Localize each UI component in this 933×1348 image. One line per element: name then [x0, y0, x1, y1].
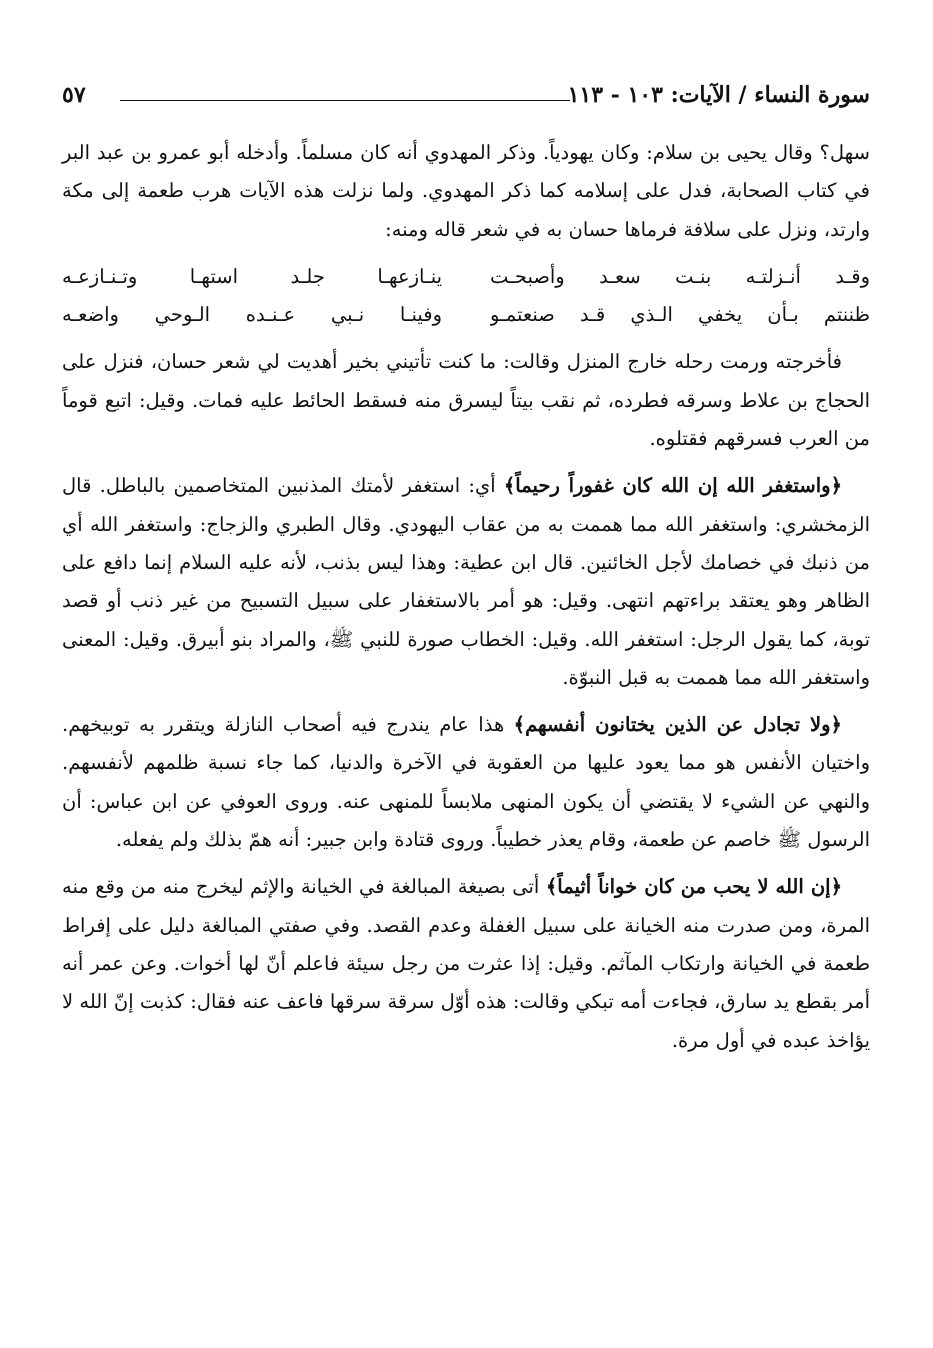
paragraph-5-text: أتى بصيغة المبالغة في الخيانة والإثم ليخرج منه من وقع منه المرة، ومن صدرت منه الخيانة على سبيل الغفلة وعدم القصد. وفي صفتي المبالغة دليل على إفراط طعمة في الخيانة وارتكاب المآثم. وقيل: إذا عثرت من رجل سيئة فاعلم أنّ لها أخوات. وعن عمر أنه أمر بقطع يد سارق، فجاءت أمه تبكي وقالت: هذه أوّل سرقة سرقها فاعف عنه فقال: كذبت إنّ الله لا يؤاخذ عبده في أول مرة. [62, 875, 870, 1052]
running-title: سورة النساء / الآيات: ١٠٣ - ١١٣ [567, 82, 870, 108]
paragraph-5 [62, 868, 870, 1059]
poem-line-1-second-hemistich: ينـازعهـا جلـد استهـا وتـنـازعـه [62, 264, 442, 288]
header-rule [120, 100, 570, 101]
paragraph-1: سهل؟ وقال يحيى بن سلام: وكان يهودياً. وذكر المهدوي أنه كان مسلماً. وأدخله أبو عمرو بن عبد البر في كتاب الصحابة، فدل على إسلامه كما ذكر المهدوي. ولما نزلت هذه الآيات هرب طعمة إلى مكة وارتد، ونزل على سلافة فرماها حسان به في شعر قاله ومنه: [62, 141, 870, 241]
paragraph-3-text: أي: استغفر لأمتك المذنبين المتخاصمين بالباطل. قال الزمخشري: واستغفر الله مما هممت به من عقاب اليهودي. وقال الطبري والزجاج: واستغفر الله أي من ذنبك في خصامك لأجل الخائنين. قال ابن عطية: وهذا ليس بذنب، لأنه عليه السلام إنما دافع على الظاهر وهو يعتقد براءتهم انتهى. وقيل: هو أمر بالاستغفار على سبيل التسبيح من غير ذنب أو قصد توبة، كما يقول الرجل: استغفر الله. وقيل: الخطاب صورة للنبي ﷺ، والمراد بنو أبيرق. وقيل: المعنى واستغفر الله مما هممت به قبل النبوّة. [62, 474, 870, 689]
paragraph-4 [62, 706, 870, 859]
page-number: ٥٧ [62, 82, 86, 108]
poem-line-2 [62, 296, 870, 334]
poem-line-2-first-hemistich: ظننتم بـأن يخفي الـذي قـد صنعتمـو [490, 303, 870, 327]
quran-quote-2: ﴿ولا تجادل عن الذين يختانون أنفسهم﴾ [513, 713, 842, 737]
paragraph-4-text: هذا عام يندرج فيه أصحاب النازلة ويتقرر به توبيخهم. واختيان الأنفس هو مما يعود عليها من العقوبة في الآخرة والدنيا، كما جاء نسبة ظلمهم لأنفسهم. والنهي عن الشيء لا يقتضي أن يكون المنهى ملابساً للمنهى عنه. وروى العوفي عن ابن عباس: أن الرسول ﷺ خاصم عن طعمة، وقام يعذر خطيباً. وروى قتادة وابن جبير: أنه همّ بذلك ولم يفعله. [62, 713, 870, 852]
poem-line-1-first-hemistich: وقـد أنـزلتـه بنـت سعـد وأصبحـت [490, 264, 870, 288]
poem-line-1 [62, 258, 870, 296]
quran-quote-1: ﴿واستغفر الله إن الله كان غفوراً رحيماً﴾ [503, 474, 842, 498]
quran-quote-3: ﴿إن الله لا يحب من كان خواناً أثيماً﴾ [545, 875, 843, 899]
poem-block [62, 258, 870, 335]
poem-line-2-second-hemistich: وفينـا نـبي عـنـده الـوحي واضعـه [62, 303, 442, 327]
page-body [62, 134, 870, 1060]
book-page [62, 76, 870, 1069]
paragraph-2: فأخرجته ورمت رحله خارج المنزل وقالت: ما كنت تأتيني بخير أهديت لي شعر حسان، فنزل على الحجاج بن علاط وسرقه فطرده، ثم نقب بيتاً ليسرق منه فسقط الحائط عليه فمات. وقيل: اتبع قوماً من العرب فسرقهم فقتلوه. [62, 350, 870, 451]
page-header [62, 76, 870, 116]
paragraph-3 [62, 467, 870, 697]
